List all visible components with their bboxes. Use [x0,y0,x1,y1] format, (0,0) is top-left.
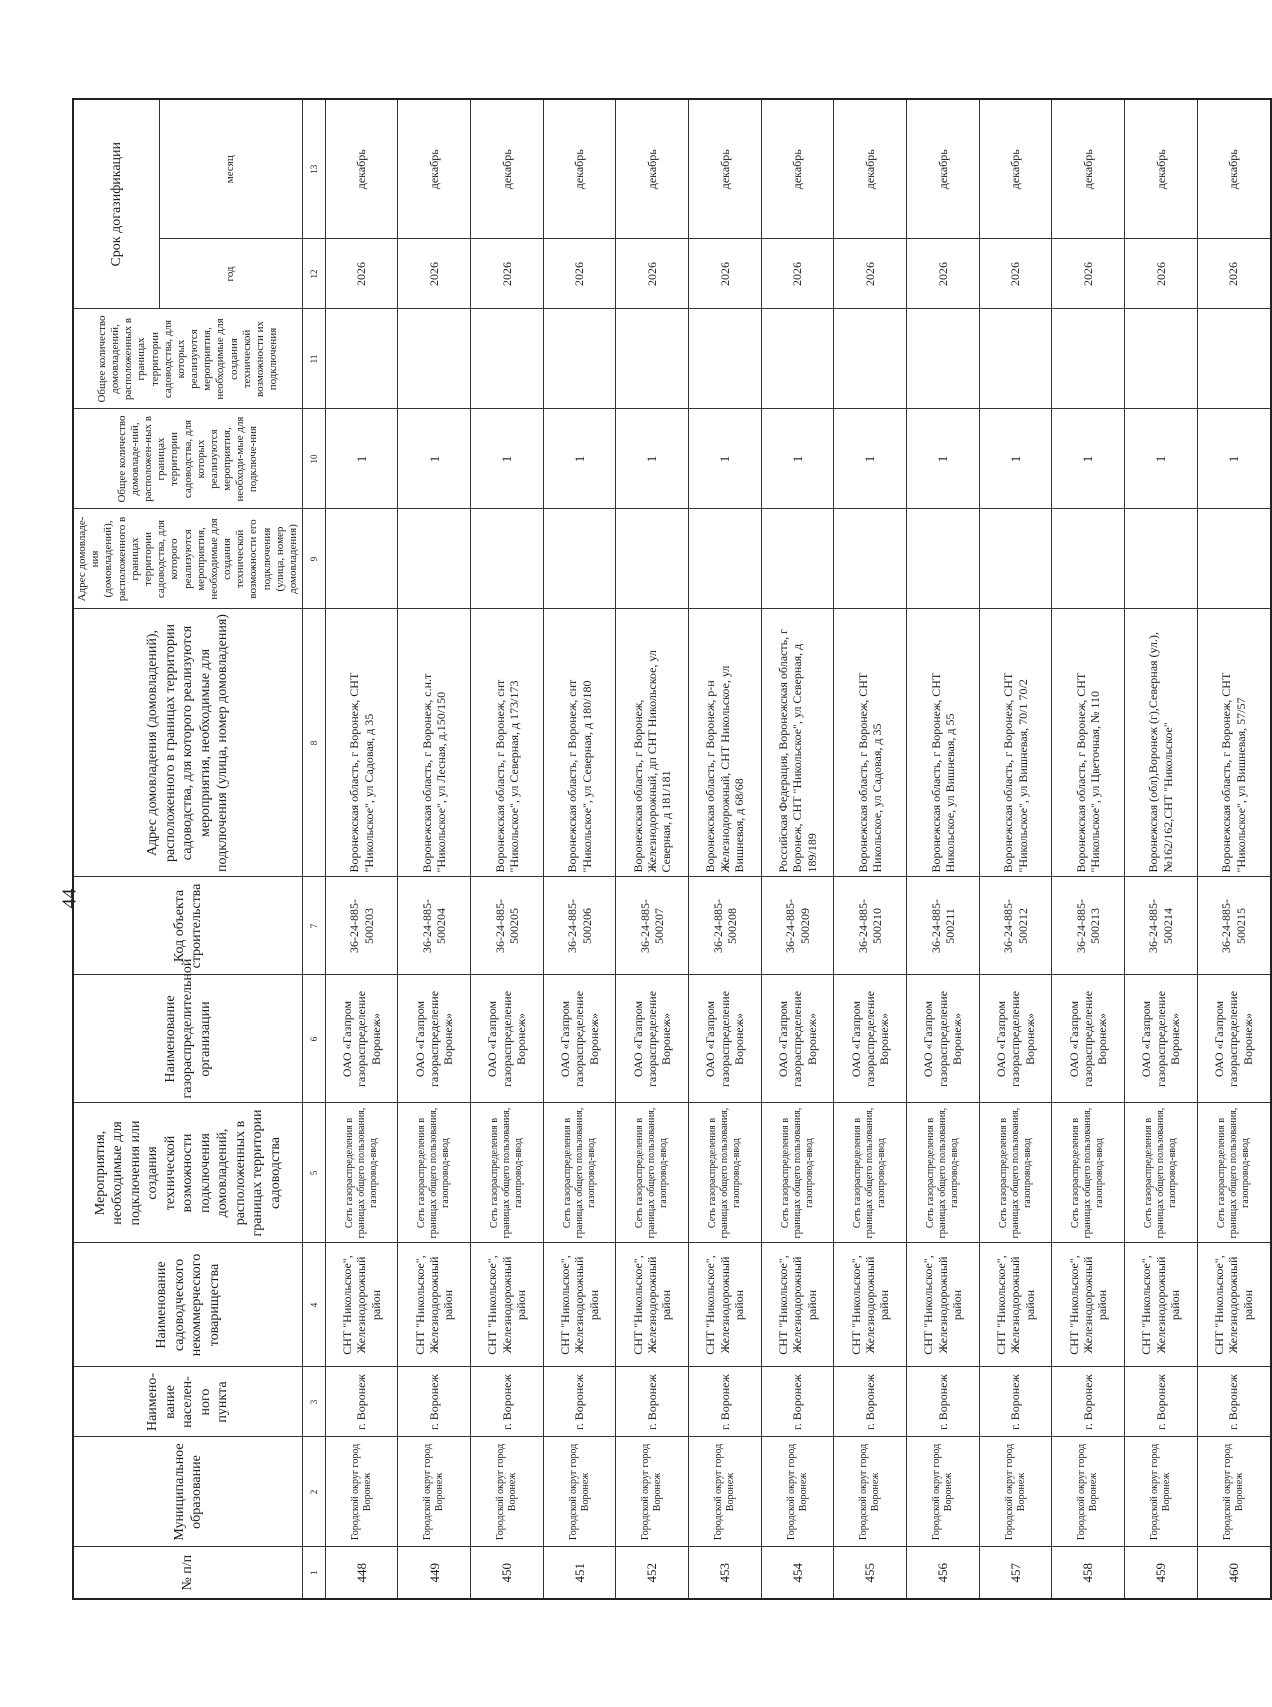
snt-cell: СНТ "Никольское", Железнодорожный район [689,1243,762,1367]
row-number: 459 [1125,1547,1198,1599]
object-code-cell: 36-24-885-500215 [1197,877,1271,975]
measure-cell: Сеть газораспределения в границах общего пользования, газопровод-ввод [543,1103,616,1243]
address-technical-cell [1125,509,1198,609]
header-gas-org: Наименование газораспределительной организации [73,975,303,1103]
settlement-cell: г. Воронеж [979,1367,1052,1437]
measure-cell: Сеть газораспределения в границах общего пользования, газопровод-ввод [1052,1103,1125,1243]
gasification-table [72,98,1272,1600]
column-number: 11 [303,309,326,409]
rotated-table-container [72,100,1255,1600]
count-connection-cell: 1 [325,409,398,509]
header-year: год [159,239,303,309]
count-connection-cell: 1 [398,409,471,509]
snt-cell: СНТ "Никольское", Железнодорожный район [1052,1243,1125,1367]
municipality-cell: Городской округ город Воронеж [325,1437,398,1547]
year-cell: 2026 [1052,239,1125,309]
year-cell: 2026 [979,239,1052,309]
address-cell: Воронежская область, г Воронеж, р-н Железнодорожный, СНТ Никольское, ул Вишневая, д 68/68 [689,609,762,877]
count-technical-cell [689,309,762,409]
settlement-cell: г. Воронеж [834,1367,907,1437]
address-cell: Воронежская область, г Воронеж, СНТ Никольское, ул Садовая, д 35 [834,609,907,877]
object-code-cell: 36-24-885-500211 [907,877,980,975]
month-cell: декабрь [834,99,907,239]
snt-cell: СНТ "Никольское", Железнодорожный район [543,1243,616,1367]
row-number: 455 [834,1547,907,1599]
measure-cell: Сеть газораспределения в границах общего пользования, газопровод-ввод [1197,1103,1271,1243]
municipality-cell: Городской округ город Воронеж [979,1437,1052,1547]
row-number: 448 [325,1547,398,1599]
gas-org-cell: ОАО «Газпром газораспределение Воронеж» [907,975,980,1103]
snt-cell: СНТ "Никольское", Железнодорожный район [398,1243,471,1367]
settlement-cell: г. Воронеж [1052,1367,1125,1437]
address-technical-cell [325,509,398,609]
address-cell: Воронежская область, г Воронеж, СНТ "Никольское", ул Садовая, д 35 [325,609,398,877]
address-technical-cell [979,509,1052,609]
snt-cell: СНТ "Никольское", Железнодорожный район [471,1243,544,1367]
year-cell: 2026 [471,239,544,309]
object-code-cell: 36-24-885-500205 [471,877,544,975]
address-technical-cell [834,509,907,609]
column-number: 5 [303,1103,326,1243]
month-cell: декабрь [616,99,689,239]
snt-cell: СНТ "Никольское", Железнодорожный район [761,1243,834,1367]
header-address-connection: Адрес домовладения (домовладений), расположенного в границах территории садоводства, для которого реализуются мероприятия, необходимые для подключения (улица, номер домовладения) [73,609,303,877]
header-deadline: Срок догазификации [73,99,159,309]
column-number: 9 [303,509,326,609]
month-cell: декабрь [1197,99,1271,239]
settlement-cell: г. Воронеж [543,1367,616,1437]
header-month: месяц [159,99,303,239]
header-measures: Мероприятия, необходимые для подключения или создания технической возможности подключения домовладений, расположенных в границах территории садоводства [73,1103,303,1243]
table-header [73,99,303,1599]
gas-org-cell: ОАО «Газпром газораспределение Воронеж» [979,975,1052,1103]
table-row [834,99,907,1599]
header-snt: Наименование садоводческого некоммерческого товарищества [73,1243,303,1367]
year-cell: 2026 [689,239,762,309]
object-code-cell: 36-24-885-500204 [398,877,471,975]
table-row [689,99,762,1599]
table-row [616,99,689,1599]
snt-cell: СНТ "Никольское", Железнодорожный район [907,1243,980,1367]
gas-org-cell: ОАО «Газпром газораспределение Воронеж» [1125,975,1198,1103]
table-body [325,99,1270,1599]
snt-cell: СНТ "Никольское", Железнодорожный район [834,1243,907,1367]
table-row [1052,99,1125,1599]
address-cell: Воронежская область, г Воронеж, с.н.т "Никольское", ул Лесная, д.150/150 [398,609,471,877]
object-code-cell: 36-24-885-500213 [1052,877,1125,975]
row-number: 449 [398,1547,471,1599]
settlement-cell: г. Воронеж [471,1367,544,1437]
count-connection-cell: 1 [616,409,689,509]
address-technical-cell [398,509,471,609]
row-number: 450 [471,1547,544,1599]
measure-cell: Сеть газораспределения в границах общего пользования, газопровод-ввод [761,1103,834,1243]
year-cell: 2026 [543,239,616,309]
table-row [1125,99,1198,1599]
municipality-cell: Городской округ город Воронеж [1197,1437,1271,1547]
table-row [907,99,980,1599]
count-technical-cell [543,309,616,409]
row-number: 458 [1052,1547,1125,1599]
count-connection-cell: 1 [689,409,762,509]
snt-cell: СНТ "Никольское", Железнодорожный район [1125,1243,1198,1367]
count-connection-cell: 1 [1052,409,1125,509]
count-technical-cell [616,309,689,409]
address-cell: Воронежская область, г Воронеж, СНТ "Никольское", ул Цветочная, № 110 [1052,609,1125,877]
address-cell: Воронежская область, г Воронеж, снт "Никольское", ул Северная, д 180/180 [543,609,616,877]
address-technical-cell [1052,509,1125,609]
measure-cell: Сеть газораспределения в границах общего пользования, газопровод-ввод [979,1103,1052,1243]
month-cell: декабрь [979,99,1052,239]
snt-cell: СНТ "Никольское", Железнодорожный район [1197,1243,1271,1367]
year-cell: 2026 [616,239,689,309]
measure-cell: Сеть газораспределения в границах общего пользования, газопровод-ввод [398,1103,471,1243]
header-number: № п/п [73,1547,303,1599]
address-cell: Воронежская область, г Воронеж, снт "Никольское", ул Северная, д 173/173 [471,609,544,877]
row-number: 453 [689,1547,762,1599]
gas-org-cell: ОАО «Газпром газораспределение Воронеж» [834,975,907,1103]
measure-cell: Сеть газораспределения в границах общего пользования, газопровод-ввод [907,1103,980,1243]
measure-cell: Сеть газораспределения в границах общего пользования, газопровод-ввод [471,1103,544,1243]
table-row [979,99,1052,1599]
address-cell: Российская Федерация, Воронежская область, г Воронеж, СНТ "Никольское", ул Северная, д 189/189 [761,609,834,877]
municipality-cell: Городской округ город Воронеж [398,1437,471,1547]
table-row [543,99,616,1599]
address-cell: Воронежская (обл),Воронеж (г),Северная (ул.),№162/162,СНТ "Никольское" [1125,609,1198,877]
gas-org-cell: ОАО «Газпром газораспределение Воронеж» [471,975,544,1103]
address-technical-cell [1197,509,1271,609]
column-number: 4 [303,1243,326,1367]
address-technical-cell [907,509,980,609]
gas-org-cell: ОАО «Газпром газораспределение Воронеж» [689,975,762,1103]
column-number-row [303,99,326,1599]
month-cell: декабрь [325,99,398,239]
row-number: 460 [1197,1547,1271,1599]
snt-cell: СНТ "Никольское", Железнодорожный район [325,1243,398,1367]
count-technical-cell [907,309,980,409]
address-cell: Воронежская область, г Воронеж, СНТ "Никольское", ул Вишневая, 70/1 70/2 [979,609,1052,877]
column-number: 13 [303,99,326,239]
object-code-cell: 36-24-885-500210 [834,877,907,975]
table-row [1197,99,1271,1599]
measure-cell: Сеть газораспределения в границах общего пользования, газопровод-ввод [834,1103,907,1243]
month-cell: декабрь [398,99,471,239]
header-municipality: Муниципальное образование [73,1437,303,1547]
object-code-cell: 36-24-885-500206 [543,877,616,975]
object-code-cell: 36-24-885-500207 [616,877,689,975]
row-number: 452 [616,1547,689,1599]
settlement-cell: г. Воронеж [1125,1367,1198,1437]
settlement-cell: г. Воронеж [325,1367,398,1437]
count-technical-cell [471,309,544,409]
table-row [761,99,834,1599]
month-cell: декабрь [1125,99,1198,239]
object-code-cell: 36-24-885-500212 [979,877,1052,975]
year-cell: 2026 [834,239,907,309]
settlement-cell: г. Воронеж [1197,1367,1271,1437]
count-connection-cell: 1 [761,409,834,509]
settlement-cell: г. Воронеж [398,1367,471,1437]
gas-org-cell: ОАО «Газпром газораспределение Воронеж» [325,975,398,1103]
address-technical-cell [761,509,834,609]
row-number: 454 [761,1547,834,1599]
settlement-cell: г. Воронеж [907,1367,980,1437]
address-cell: Воронежская область, г Воронеж, СНТ Никольское, ул Вишневая, д 55 [907,609,980,877]
column-number: 7 [303,877,326,975]
column-number: 1 [303,1547,326,1599]
municipality-cell: Городской округ город Воронеж [1052,1437,1125,1547]
count-technical-cell [979,309,1052,409]
municipality-cell: Городской округ город Воронеж [1125,1437,1198,1547]
column-number: 6 [303,975,326,1103]
table-row [325,99,398,1599]
column-number: 12 [303,239,326,309]
measure-cell: Сеть газораспределения в границах общего пользования, газопровод-ввод [1125,1103,1198,1243]
table-row [398,99,471,1599]
count-technical-cell [1197,309,1271,409]
address-technical-cell [616,509,689,609]
header-count-technical: Общее количество домовладений, расположенных в границах территории садоводства, для которых реализуются мероприятия, необходимые для создания технической возможности их подключения [73,309,303,409]
column-number: 10 [303,409,326,509]
measure-cell: Сеть газораспределения в границах общего пользования, газопровод-ввод [616,1103,689,1243]
row-number: 451 [543,1547,616,1599]
municipality-cell: Городской округ город Воронеж [689,1437,762,1547]
month-cell: декабрь [471,99,544,239]
count-connection-cell: 1 [834,409,907,509]
month-cell: декабрь [689,99,762,239]
gas-org-cell: ОАО «Газпром газораспределение Воронеж» [398,975,471,1103]
count-technical-cell [761,309,834,409]
municipality-cell: Городской округ город Воронеж [907,1437,980,1547]
settlement-cell: г. Воронеж [616,1367,689,1437]
settlement-cell: г. Воронеж [689,1367,762,1437]
month-cell: декабрь [1052,99,1125,239]
month-cell: декабрь [907,99,980,239]
gas-org-cell: ОАО «Газпром газораспределение Воронеж» [1052,975,1125,1103]
address-cell: Воронежская область, г Воронеж, Железнодорожный, дп СНТ Никольское, ул Северная, д 181/181 [616,609,689,877]
count-connection-cell: 1 [907,409,980,509]
column-number: 8 [303,609,326,877]
count-technical-cell [1052,309,1125,409]
address-technical-cell [471,509,544,609]
snt-cell: СНТ "Никольское", Железнодорожный район [979,1243,1052,1367]
year-cell: 2026 [1197,239,1271,309]
year-cell: 2026 [325,239,398,309]
count-connection-cell: 1 [979,409,1052,509]
gas-org-cell: ОАО «Газпром газораспределение Воронеж» [616,975,689,1103]
page-number: 44 [58,888,81,909]
count-connection-cell: 1 [1197,409,1271,509]
count-connection-cell: 1 [471,409,544,509]
object-code-cell: 36-24-885-500203 [325,877,398,975]
count-technical-cell [834,309,907,409]
municipality-cell: Городской округ город Воронеж [543,1437,616,1547]
measure-cell: Сеть газораспределения в границах общего пользования, газопровод-ввод [689,1103,762,1243]
header-object-code: Код объекта строительства [73,877,303,975]
month-cell: декабрь [543,99,616,239]
measure-cell: Сеть газораспределения в границах общего пользования, газопровод-ввод [325,1103,398,1243]
year-cell: 2026 [761,239,834,309]
count-technical-cell [325,309,398,409]
count-technical-cell [1125,309,1198,409]
address-cell: Воронежская область, г Воронеж, СНТ "Никольское", ул Вишневая, 57/57 [1197,609,1271,877]
header-settlement: Наимено-вание населен-ного пункта [73,1367,303,1437]
count-connection-cell: 1 [543,409,616,509]
object-code-cell: 36-24-885-500208 [689,877,762,975]
address-technical-cell [543,509,616,609]
municipality-cell: Городской округ город Воронеж [471,1437,544,1547]
object-code-cell: 36-24-885-500209 [761,877,834,975]
year-cell: 2026 [398,239,471,309]
snt-cell: СНТ "Никольское", Железнодорожный район [616,1243,689,1367]
year-cell: 2026 [907,239,980,309]
year-cell: 2026 [1125,239,1198,309]
row-number: 456 [907,1547,980,1599]
address-technical-cell [689,509,762,609]
municipality-cell: Городской округ город Воронеж [834,1437,907,1547]
gas-org-cell: ОАО «Газпром газораспределение Воронеж» [1197,975,1271,1103]
month-cell: декабрь [761,99,834,239]
count-technical-cell [398,309,471,409]
header-count-connection: Общее количество домовладе-ний, расположен-ных в границах территории садоводства, для которых реализуются мероприятия, необходи-мые для подключе-ния [73,409,303,509]
table-row [471,99,544,1599]
gas-org-cell: ОАО «Газпром газораспределение Воронеж» [543,975,616,1103]
settlement-cell: г. Воронеж [761,1367,834,1437]
object-code-cell: 36-24-885-500214 [1125,877,1198,975]
header-address-technical: Адрес домовладе-ния (домовладений), расположенного в границах территории садоводства, для которого реализуются мероприятия, необходимые для создания технической возможности его подключения (улица, номер домовладения) [73,509,303,609]
count-connection-cell: 1 [1125,409,1198,509]
column-number: 2 [303,1437,326,1547]
gas-org-cell: ОАО «Газпром газораспределение Воронеж» [761,975,834,1103]
row-number: 457 [979,1547,1052,1599]
column-number: 3 [303,1367,326,1437]
municipality-cell: Городской округ город Воронеж [761,1437,834,1547]
municipality-cell: Городской округ город Воронеж [616,1437,689,1547]
